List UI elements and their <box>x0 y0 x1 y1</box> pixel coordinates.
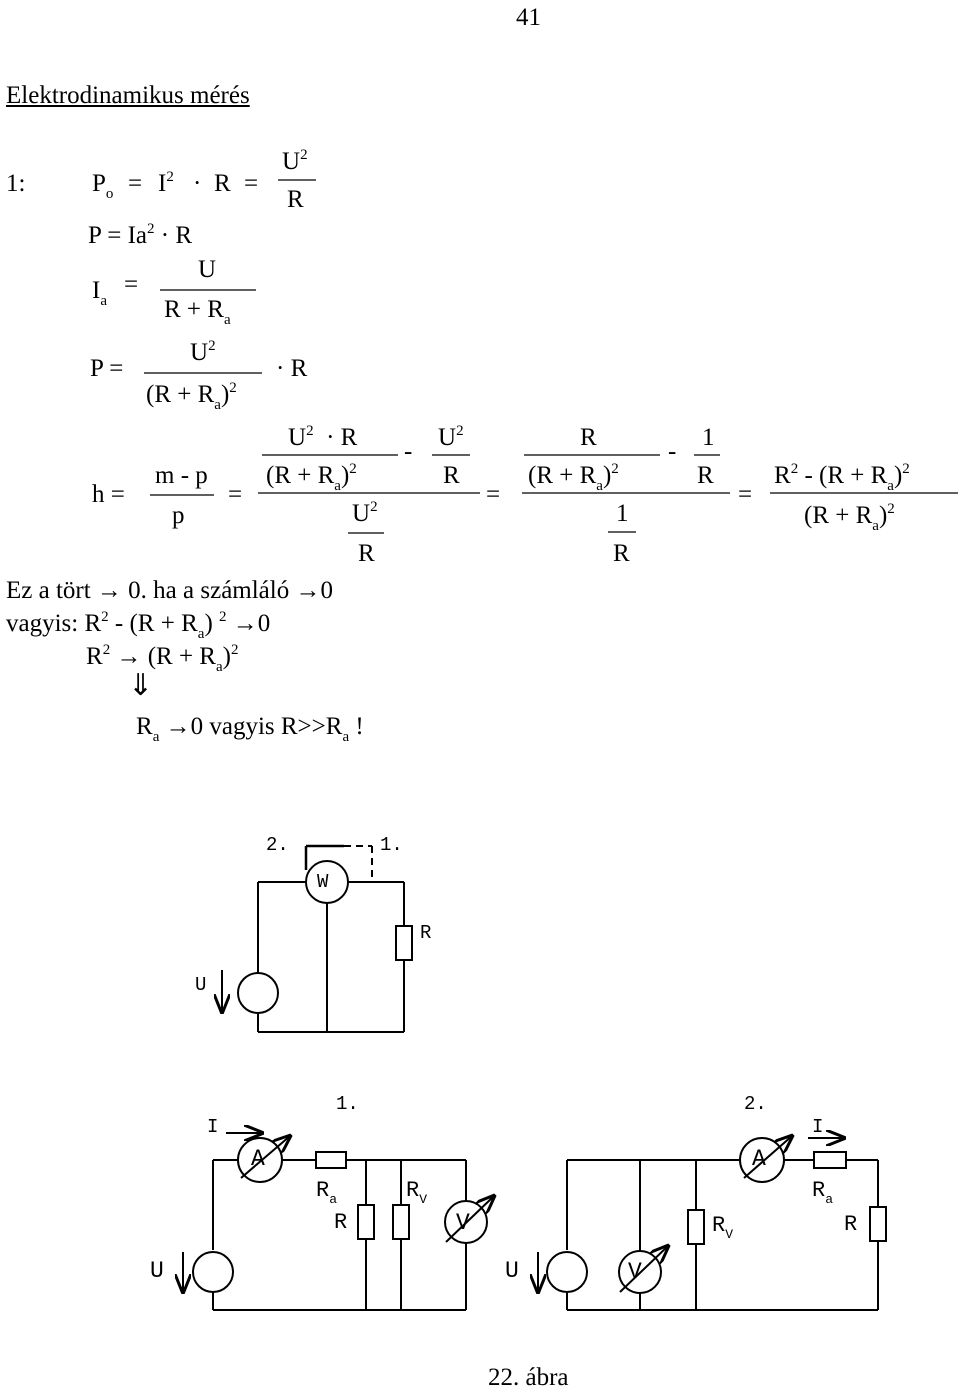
fraction-bars <box>144 180 958 533</box>
final-numerator: $R^2 - (R + R_a)^2$ <box>774 461 910 494</box>
current-label: I <box>207 1116 219 1138</box>
fraction-denominator: R <box>287 186 304 213</box>
eq-symbol: $I_a$ <box>92 277 107 309</box>
circuit-label: 2. <box>266 834 289 856</box>
implies-arrow: ⇓ <box>128 669 154 702</box>
inner-numerator: 1 <box>702 424 715 451</box>
eq-equals: = <box>128 170 143 197</box>
eq-term: R <box>214 170 231 197</box>
source-symbol <box>547 1252 587 1292</box>
fraction-numerator: U <box>198 256 217 283</box>
voltmeter-label: V <box>456 1210 470 1236</box>
resistor-rv-label: $R_V$ <box>406 1178 428 1207</box>
fraction-denominator: p <box>172 502 185 529</box>
page-number: 41 <box>516 4 541 31</box>
text-line-3: $R^2 \to (R + R_a)^2$ <box>86 642 239 675</box>
resistor-ra <box>316 1152 346 1168</box>
eq-tail: · R <box>276 355 308 382</box>
eq-symbol: h = <box>92 481 125 508</box>
resistor-symbol <box>396 926 412 960</box>
outer-denominator: $U^2$ <box>352 499 378 527</box>
inner-denominator: $(R + R_a)^2$ <box>528 461 619 494</box>
resistor-ra-label: $R_a$ <box>316 1178 338 1207</box>
equation-2: $P = Ia^2 \cdot R$ <box>88 221 192 249</box>
circuit-label: 1. <box>380 834 403 856</box>
current-label: I <box>812 1116 824 1138</box>
section-title: Elektrodinamikus mérés <box>6 82 250 109</box>
resistor-rv <box>688 1210 704 1244</box>
source-label: U <box>150 1258 164 1284</box>
figure-caption: 22. ábra <box>488 1364 569 1391</box>
circuit-label: 1. <box>336 1093 359 1115</box>
minus-sign: - <box>404 438 413 465</box>
eq-equals: = <box>244 170 259 197</box>
eq-equals: = <box>486 481 501 508</box>
resistor-ra <box>814 1152 846 1168</box>
inner-numerator: $U^2 \cdot R$ <box>288 423 358 451</box>
voltmeter-label: V <box>628 1259 642 1285</box>
meter-label: W <box>317 871 329 893</box>
outer-denominator: 1 <box>616 500 629 527</box>
resistor-label: R <box>420 922 432 944</box>
inner-denominator: $(R + R_a)^2$ <box>266 461 357 494</box>
eq-equals: = <box>228 481 243 508</box>
inner-numerator: R <box>580 424 597 451</box>
fraction-numerator: $U^2$ <box>190 338 216 366</box>
inner-numerator: $U^2$ <box>438 423 464 451</box>
text-line-4: $R_a \to 0$ vagyis $R>>R_a$ ! <box>136 713 364 745</box>
source-label: U <box>195 974 207 996</box>
minus-sign: - <box>668 438 677 465</box>
eq-label: 1: <box>6 170 26 197</box>
eq-dot: · <box>193 170 202 197</box>
text-line-2: vagyis: $R^2 - (R + R_a)$ $^2$ →0 <box>6 609 271 642</box>
source-label: U <box>505 1258 519 1284</box>
inner-denominator: R <box>697 462 714 489</box>
fraction-numerator: m - p <box>155 462 208 489</box>
outer-denominator: R <box>613 540 630 567</box>
inner-denominator: R <box>443 462 460 489</box>
resistor-r-label: R <box>844 1212 858 1237</box>
resistor-r <box>358 1205 374 1239</box>
eq-symbol: $P_o$ <box>92 170 114 202</box>
fraction-denominator: $(R + R_a)^2$ <box>146 380 237 413</box>
source-symbol <box>238 973 278 1013</box>
eq-symbol: P = <box>90 355 124 382</box>
source-symbol <box>193 1252 233 1292</box>
eq-equals: = <box>124 271 139 298</box>
ammeter-label: A <box>752 1146 766 1172</box>
ammeter-label: A <box>251 1146 265 1172</box>
circuit-label: 2. <box>744 1093 767 1115</box>
resistor-ra-label: $R_a$ <box>812 1178 834 1207</box>
resistor-r-label: R <box>334 1210 348 1235</box>
resistor-r <box>870 1207 886 1241</box>
eq-term: $I^2$ <box>158 169 174 197</box>
resistor-rv-label: $R_V$ <box>712 1213 734 1242</box>
eq-equals: = <box>738 481 753 508</box>
fraction-numerator: $U^2$ <box>282 147 308 175</box>
fraction-denominator: $R + R_a$ <box>164 296 231 328</box>
text-line-1: Ez a tört → 0. ha a számláló →0 <box>6 577 333 604</box>
final-denominator: $(R + R_a)^2$ <box>804 501 895 534</box>
resistor-rv <box>393 1205 409 1239</box>
outer-denominator: R <box>358 540 375 567</box>
